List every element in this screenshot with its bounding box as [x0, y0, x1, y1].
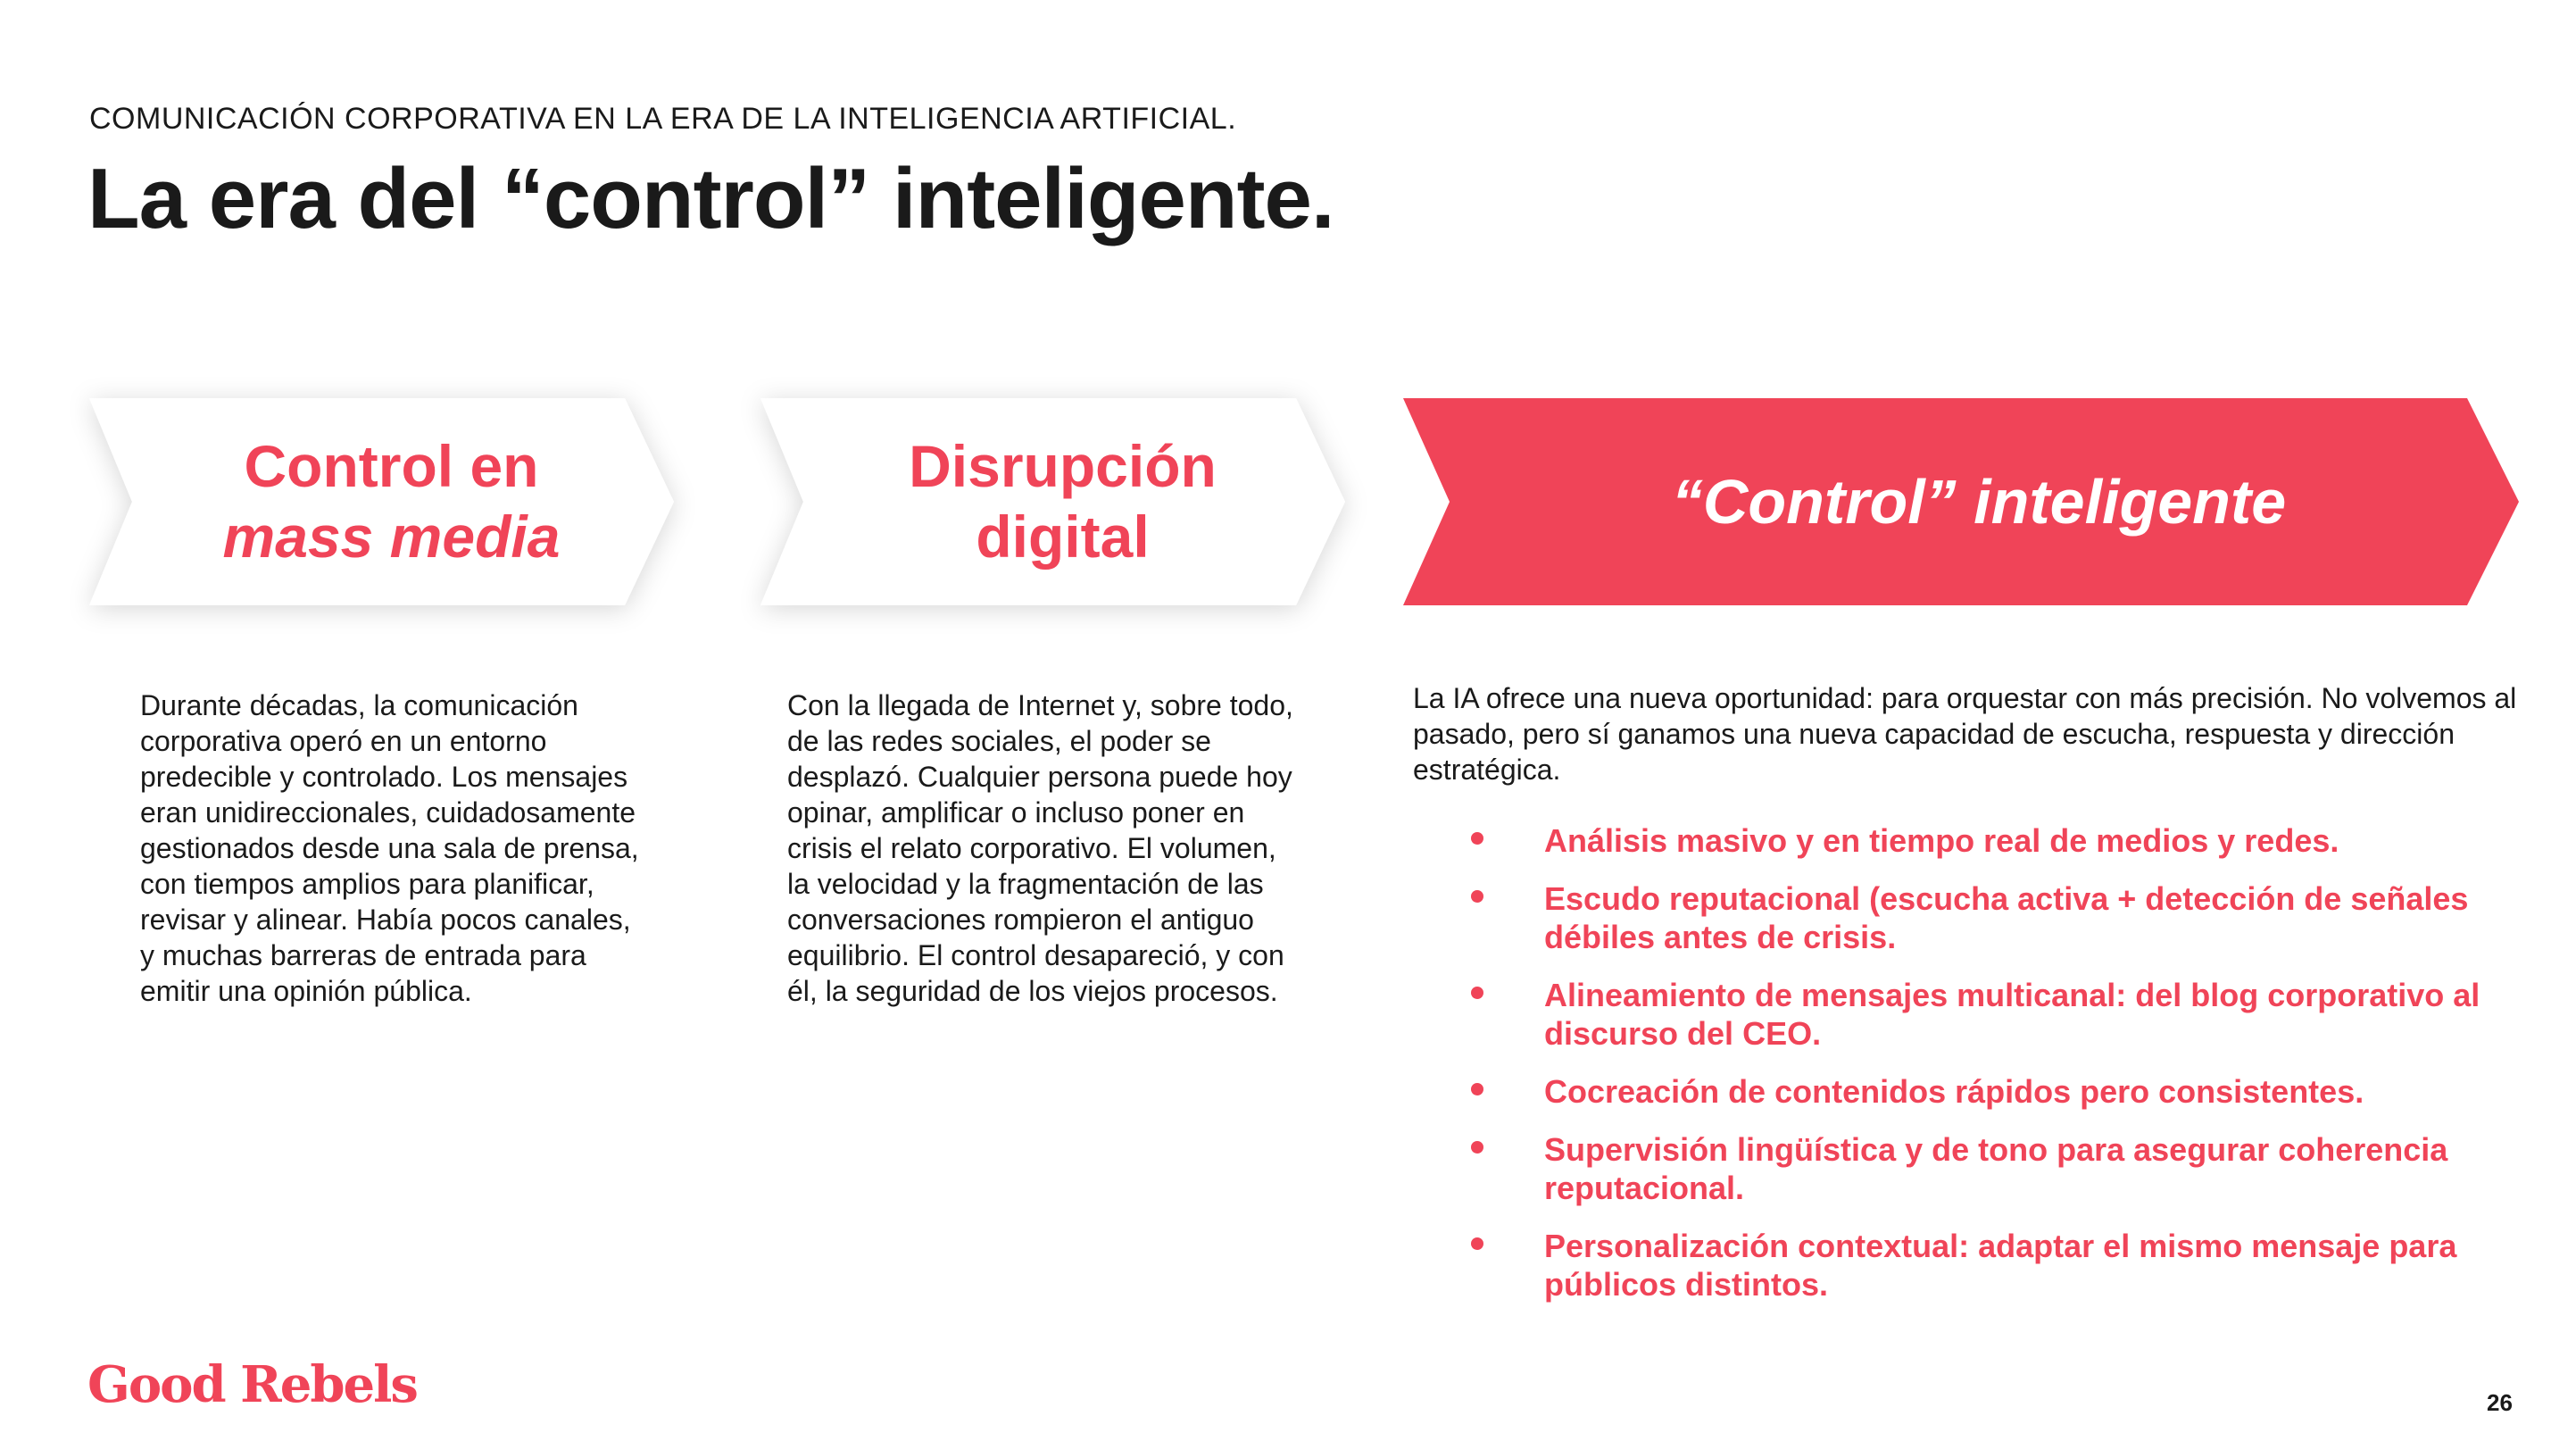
- list-item: [1446, 976, 2517, 1053]
- bullet-icon: [1471, 1083, 1483, 1095]
- stage-intelligent-control: [1403, 398, 2519, 605]
- stage-digital-disruption: [760, 398, 1345, 605]
- stage-title-line2: mass media: [222, 504, 561, 570]
- list-item: [1446, 1130, 2517, 1207]
- list-item: [1446, 821, 2517, 860]
- company-logo: Good Rebels: [87, 1355, 417, 1414]
- list-item-text: Análisis masivo y en tiempo real de medios y redes.: [1544, 822, 2339, 859]
- bullet-icon: [1471, 832, 1483, 845]
- bullet-icon: [1471, 890, 1483, 903]
- stage-title-line2: digital: [976, 504, 1150, 570]
- ai-benefits-list: [1446, 821, 2517, 1323]
- list-item-text: Personalización contextual: adaptar el mismo mensaje para públicos distintos.: [1544, 1228, 2457, 1303]
- bullet-icon: [1471, 987, 1483, 999]
- stage-mass-media: [89, 398, 674, 605]
- list-item-text: Cocreación de contenidos rápidos pero consistentes.: [1544, 1073, 2364, 1110]
- list-item: [1446, 1227, 2517, 1304]
- stage-title: “Control” inteligente: [1671, 467, 2287, 537]
- page-number: 26: [2487, 1389, 2513, 1416]
- digital-disruption-description: Con la llegada de Internet y, sobre todo, de las redes sociales, el poder se desplazó. Cualquier persona puede hoy opinar, amplificar o incluso poner en crisis el relato corporativo. El volumen, la velocidad y la fragmentación de las conversaciones rompieron el antiguo equilibrio. El control desapareció, y con él, la seguridad de los viejos procesos.: [787, 689, 1293, 1007]
- intelligent-control-description: La IA ofrece una nueva oportunidad: para orquestar con más precisión. No volvemos al pasado, pero sí ganamos una nueva capacidad de escucha, respuesta y dirección estratégica.: [1413, 682, 2517, 786]
- eyebrow-text: COMUNICACIÓN CORPORATIVA EN LA ERA DE LA INTELIGENCIA ARTIFICIAL.: [89, 102, 1237, 136]
- stage-title-line1: Control en: [244, 432, 539, 499]
- mass-media-description: Durante décadas, la comunicación corporativa operó en un entorno predecible y controlado. Los mensajes eran unidireccionales, cuidadosamente gestionados desde una sala de prensa, con tiempos amplios para planificar, revisar y alinear. Había pocos canales, y muchas barreras de entrada para emitir una opinión pública.: [140, 689, 639, 1007]
- bullet-icon: [1471, 1141, 1483, 1154]
- stage-title-line1: Disrupción: [909, 432, 1217, 499]
- bullet-icon: [1471, 1237, 1483, 1250]
- list-item-text: Escudo reputacional (escucha activa + detección de señales débiles antes de crisis.: [1544, 880, 2469, 955]
- list-item-text: Alineamiento de mensajes multicanal: del blog corporativo al discurso del CEO.: [1544, 977, 2480, 1052]
- list-item: [1446, 879, 2517, 956]
- page-title: La era del “control” inteligente.: [87, 151, 1334, 246]
- list-item-text: Supervisión lingüística y de tono para asegurar coherencia reputacional.: [1544, 1131, 2448, 1206]
- list-item: [1446, 1072, 2517, 1111]
